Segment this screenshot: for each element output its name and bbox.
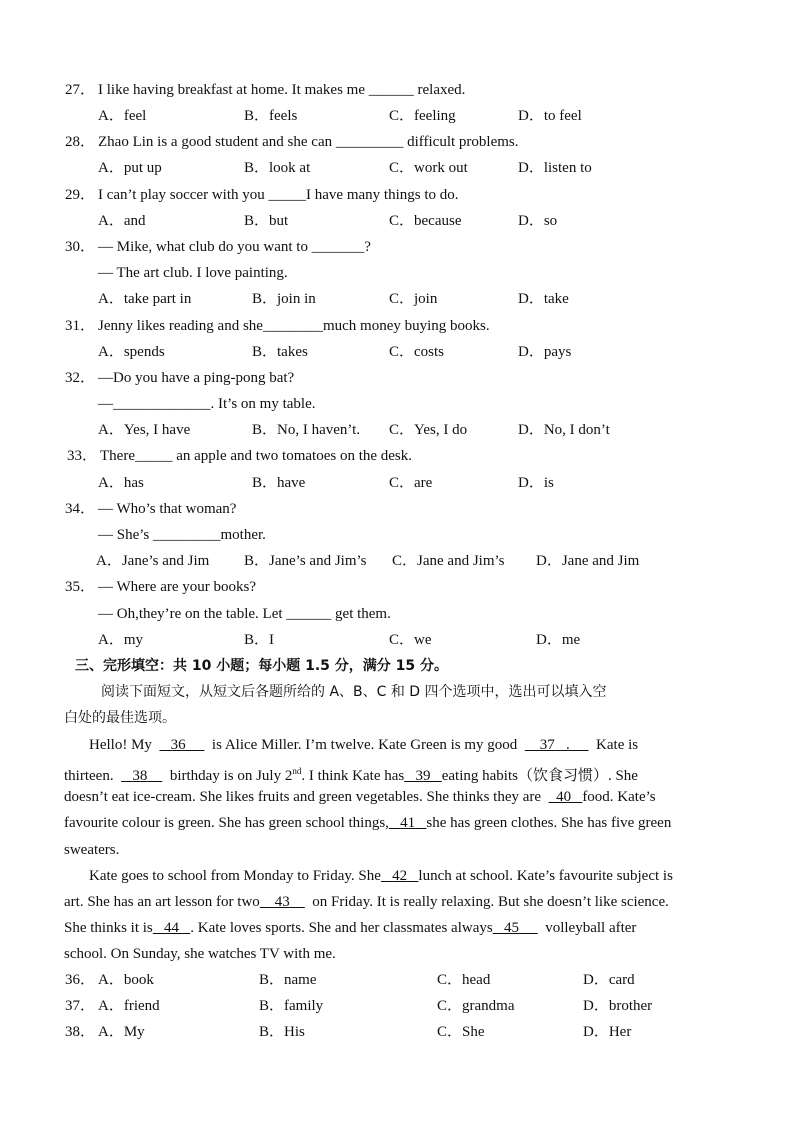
option-b: B．but [244, 213, 289, 229]
answer-blank: _____________ [113, 396, 211, 412]
option-b: B．I [244, 632, 275, 648]
passage-line: Kate goes to school from Monday to Friday. She 42 lunch at school. Kate’s favourite subject is [89, 868, 673, 884]
option-b: B．takes [252, 344, 308, 360]
question-number: 29． [65, 187, 96, 203]
cloze-blank-39: 39 [415, 768, 431, 784]
option-a: A．take part in [98, 291, 192, 307]
option-c: C．head [437, 972, 491, 988]
option-b: B．have [252, 475, 306, 491]
option-a: A．book [98, 972, 154, 988]
option-d: D．Her [583, 1024, 632, 1040]
cloze-blank-36: 36 [170, 737, 186, 753]
answer-blank: ______ [368, 82, 414, 98]
option-a: A．spends [98, 344, 165, 360]
option-a: A．friend [98, 998, 160, 1014]
option-c: C．Jane and Jim’s [392, 553, 505, 569]
option-d: D．card [583, 972, 635, 988]
question-number: 28． [65, 134, 96, 150]
dialogue-line: — Where are your books? [98, 579, 256, 595]
cloze-blank-45: 45 [503, 920, 519, 936]
option-a: A．My [98, 1024, 145, 1040]
passage-line: She thinks it is 44 . Kate loves sports. She and her classmates always 45 volleyball after [64, 920, 637, 936]
option-b: B．family [259, 998, 324, 1014]
cloze-blank-43: 43 [274, 894, 290, 910]
question-stem: Jenny likes reading and she________much money buying books. [98, 318, 490, 334]
option-b: B．name [259, 972, 317, 988]
option-a: A．my [98, 632, 144, 648]
question-stem: Zhao Lin is a good student and she can _________ difficult problems. [98, 134, 519, 150]
question-number: 27． [65, 82, 96, 98]
option-c: C．Yes, I do [389, 422, 468, 438]
dialogue-line: — She’s _________mother. [98, 527, 266, 543]
option-a: A．put up [98, 160, 162, 176]
question-number: 34． [65, 501, 96, 517]
option-c: C．work out [389, 160, 468, 176]
dialogue-line: — Oh,they’re on the table. Let ______ get them. [98, 606, 391, 622]
option-b: B．join in [252, 291, 316, 307]
dialogue-line: —_____________. It’s on my table. [98, 396, 316, 412]
section-instructions-cont: 白处的最佳选项。 [64, 710, 176, 726]
dialogue-line: — The art club. I love painting. [98, 265, 288, 281]
dialogue-line: — Who’s that woman? [98, 501, 237, 517]
answer-blank: _________ [153, 527, 221, 543]
option-a: A．Yes, I have [98, 422, 191, 438]
option-a: A．and [98, 213, 146, 229]
option-c: C．because [389, 213, 462, 229]
cloze-blank-41: 41 [400, 815, 416, 831]
section-heading: 三、完形填空：共 10 小题；每小题 1.5 分，满分 15 分。 [75, 658, 449, 674]
option-c: C．join [389, 291, 438, 307]
question-number: 30． [65, 239, 96, 255]
cloze-blank-37: 37 . [539, 737, 589, 753]
option-c: C．She [437, 1024, 485, 1040]
cloze-blank-42: 42 [392, 868, 408, 884]
option-a: A．feel [98, 108, 147, 124]
option-b: B．No, I haven’t. [252, 422, 361, 438]
option-a: A．Jane’s and Jim [96, 553, 210, 569]
question-stem: — Mike, what club do you want to _______? [98, 239, 371, 255]
question-number: 35． [65, 579, 96, 595]
cloze-blank-44: 44 [164, 920, 180, 936]
answer-blank: _______ [311, 239, 365, 255]
option-a: A．has [98, 475, 144, 491]
passage-line: doesn’t eat ice-cream. She likes fruits and green vegetables. She thinks they are 40 food. Kate’s [64, 789, 656, 805]
option-d: D．No, I don’t [518, 422, 610, 438]
passage-line: art. She has an art lesson for two 43 on Friday. It is really relaxing. But she doesn’t like science. [64, 894, 669, 910]
question-number: 36． [65, 972, 96, 988]
answer-blank: ________ [262, 318, 323, 334]
option-b: B．feels [244, 108, 298, 124]
question-stem: I like having breakfast at home. It makes me ______ relaxed. [98, 82, 466, 98]
option-c: C．feeling [389, 108, 456, 124]
question-number: 37． [65, 998, 96, 1014]
passage-line: Hello! My 36 is Alice Miller. I’m twelve. Kate Green is my good 37 . Kate is [89, 737, 639, 753]
option-b: B．Jane’s and Jim’s [244, 553, 367, 569]
cloze-blank-40: 40 [556, 789, 572, 805]
answer-blank: _________ [335, 134, 404, 150]
passage-line: thirteen. 38 birthday is on July 2nd. I think Kate has 39 eating habits（饮食习惯）. She [64, 766, 638, 784]
dialogue-line: —Do you have a ping-pong bat? [98, 370, 295, 386]
option-d: D．pays [518, 344, 572, 360]
option-c: C．are [389, 475, 433, 491]
option-d: D．is [518, 475, 554, 491]
question-number: 31． [65, 318, 96, 334]
option-d: D．me [536, 632, 581, 648]
option-b: B．look at [244, 160, 311, 176]
option-c: C．we [389, 632, 432, 648]
passage-line: school. On Sunday, she watches TV with me. [64, 946, 336, 962]
option-c: C．costs [389, 344, 445, 360]
option-d: D．Jane and Jim [536, 553, 640, 569]
option-d: D．so [518, 213, 558, 229]
option-d: D．to feel [518, 108, 582, 124]
option-d: D．take [518, 291, 569, 307]
passage-line: favourite colour is green. She has green school things, 41 she has green clothes. She has five green [64, 815, 672, 831]
cloze-blank-38: 38 [132, 768, 148, 784]
answer-blank: _____ [268, 187, 307, 203]
section-instructions: 阅读下面短文，从短文后各题所给的 A、B、C 和 D 四个选项中，选出可以填入空 [101, 684, 607, 700]
option-c: C．grandma [437, 998, 515, 1014]
question-stem: There_____ an apple and two tomatoes on the desk. [100, 448, 413, 464]
question-number: 38． [65, 1024, 96, 1040]
option-d: D．brother [583, 998, 653, 1014]
answer-blank: _____ [134, 448, 173, 464]
passage-line: sweaters. [64, 842, 120, 858]
question-stem: I can’t play soccer with you _____I have many things to do. [98, 187, 459, 203]
answer-blank: ______ [286, 606, 332, 622]
question-number: 33． [67, 448, 98, 464]
question-number: 32． [65, 370, 96, 386]
option-d: D．listen to [518, 160, 592, 176]
option-b: B．His [259, 1024, 305, 1040]
